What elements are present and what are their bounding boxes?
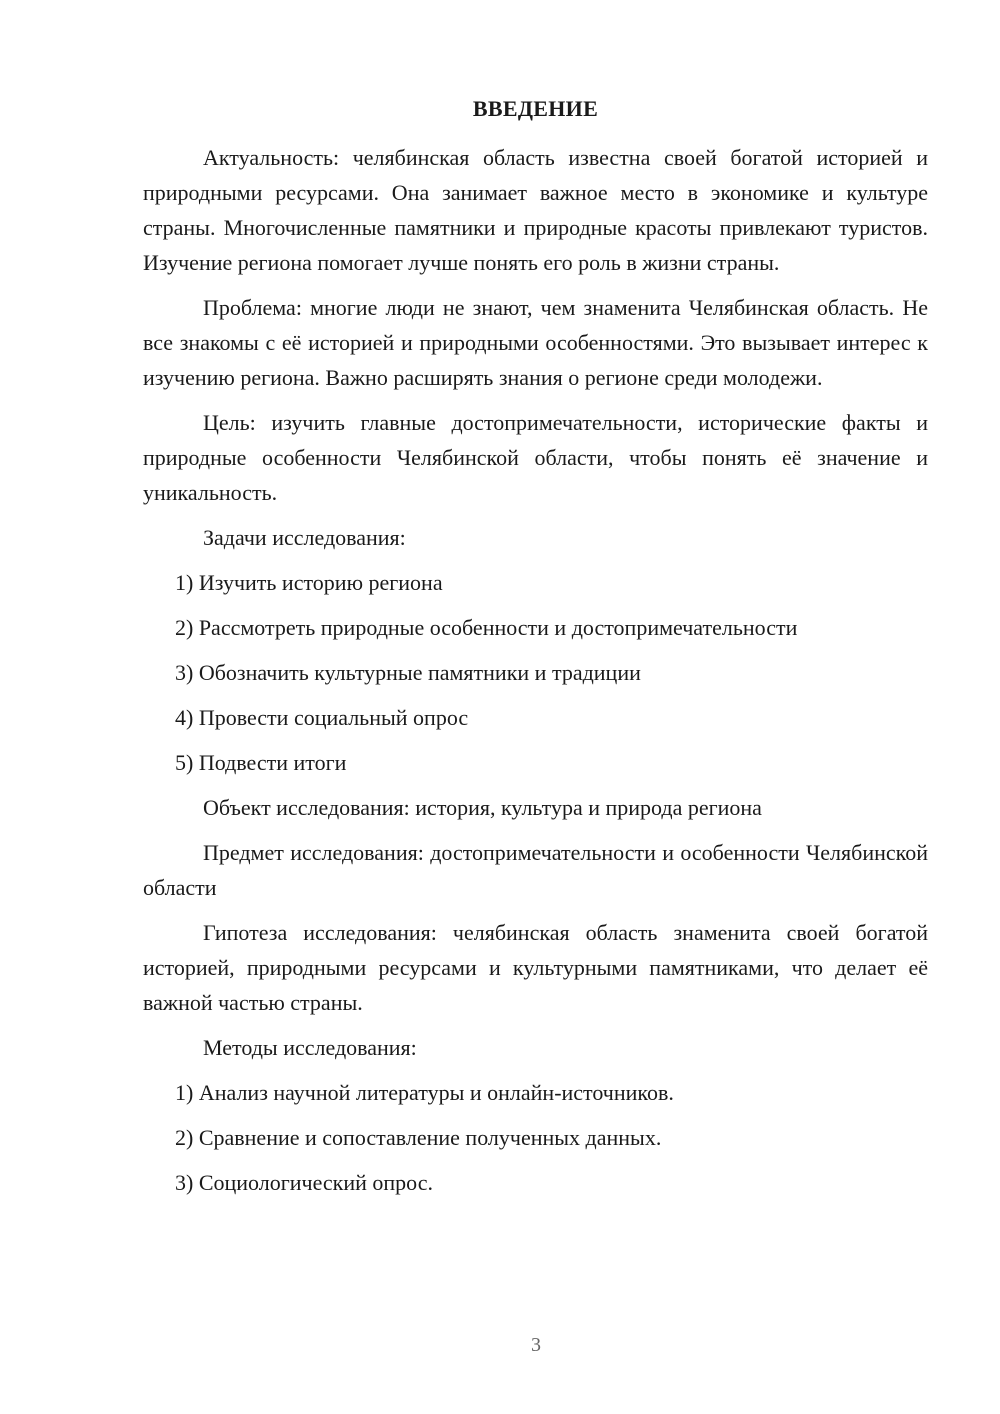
object-line: Объект исследования: история, культура и природа региона [203,795,762,820]
list-item: 3) Социологический опрос. [175,1170,433,1195]
tasks-heading: Задачи исследования: [203,525,406,550]
subject-paragraph: Предмет исследования: достопримечательности и особенности Челябинской области [143,840,928,900]
list-item: 1) Изучить историю региона [175,570,443,595]
list-item: 1) Анализ научной литературы и онлайн-источников. [175,1080,674,1105]
methods-heading: Методы исследования: [203,1035,417,1060]
list-item: 2) Рассмотреть природные особенности и достопримечательности [175,615,798,640]
list-item: 2) Сравнение и сопоставление полученных данных. [175,1125,662,1150]
list-item: 5) Подвести итоги [175,750,347,775]
section-title: ВВЕДЕНИЕ [472,96,599,121]
problem-paragraph: Проблема: многие люди не знают, чем знаменита Челябинская область. Не все знакомы с её историей и природными особенностями. Это вызывает интерес к изучению региона. Важно расширять знания о регионе среди молодежи. [143,295,928,390]
relevance-paragraph: Актуальность: челябинская область известна своей богатой историей и природными ресурсами. Она занимает важное место в экономике и культуре страны. Многочисленные памятники и природные красоты привлекают туристов. Изучение региона помогает лучше понять его роль в жизни страны. [143,145,928,275]
document-page [143,94,928,1210]
methods-list [143,1075,928,1200]
list-item: 4) Провести социальный опрос [175,705,469,730]
goal-paragraph: Цель: изучить главные достопримечательности, исторические факты и природные особенности Челябинской области, чтобы понять её значение и уникальность. [143,410,928,505]
hypothesis-paragraph: Гипотеза исследования: челябинская область знаменита своей богатой историей, природными ресурсами и культурными памятниками, что делает её важной частью страны. [143,920,928,1015]
list-item: 3) Обозначить культурные памятники и традиции [175,660,641,685]
page-number: 3 [531,1334,541,1356]
tasks-list [143,565,928,780]
